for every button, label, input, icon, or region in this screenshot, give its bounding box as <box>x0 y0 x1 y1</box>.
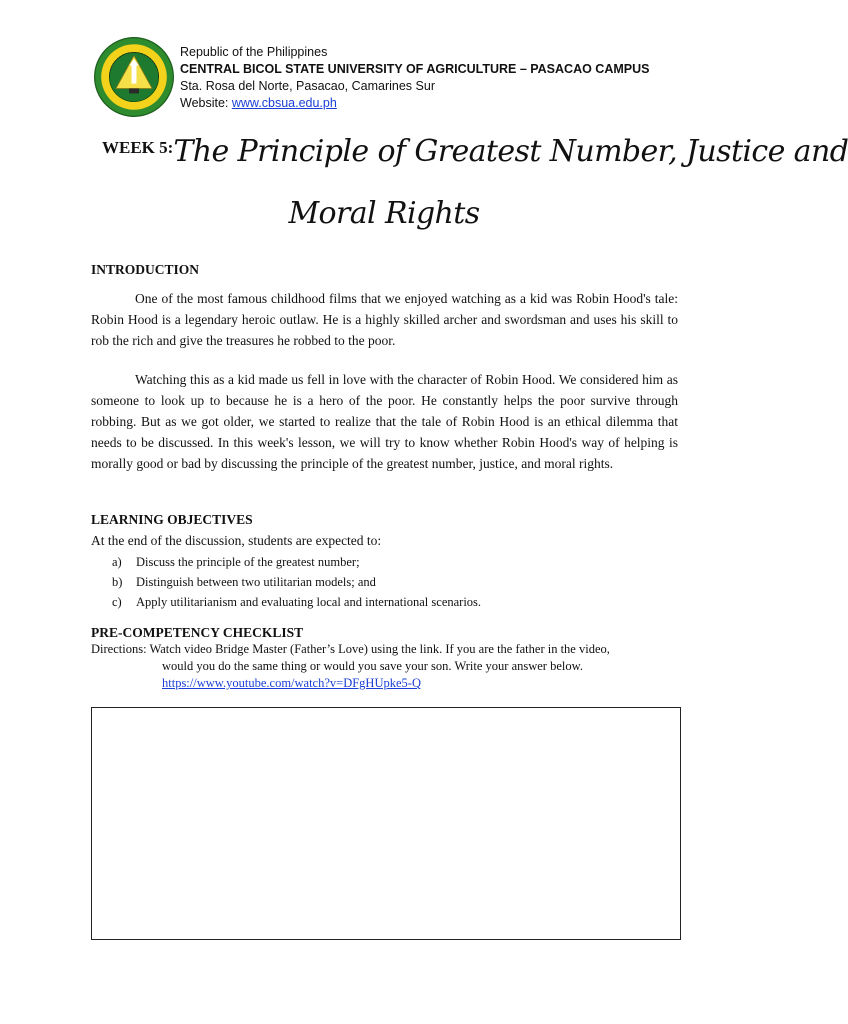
website-label: Website: <box>180 96 232 110</box>
objective-marker: c) <box>112 595 122 609</box>
objective-item <box>112 592 481 612</box>
answer-box[interactable] <box>91 707 681 940</box>
directions-line-2: would you do the same thing or would you save your son. Write your answer below. <box>162 659 583 673</box>
address-line: Sta. Rosa del Norte, Pasacao, Camarines Sur <box>180 79 435 93</box>
checklist-heading: PRE-COMPETENCY CHECKLIST <box>91 625 304 640</box>
checklist-directions <box>91 641 691 692</box>
objective-marker: b) <box>112 575 123 589</box>
video-link[interactable]: https://www.youtube.com/watch?v=DFgHUpke5-Q <box>162 676 421 690</box>
website-line <box>180 95 649 112</box>
week-label: WEEK 5: <box>102 137 174 157</box>
objective-text: Apply utilitarianism and evaluating local and international scenarios. <box>136 595 482 609</box>
country-line: Republic of the Philippines <box>180 45 328 59</box>
objectives-heading: LEARNING OBJECTIVES <box>91 512 253 527</box>
introduction-heading: INTRODUCTION <box>91 262 200 277</box>
objective-text: Distinguish between two utilitarian models; and <box>136 575 376 589</box>
university-name: CENTRAL BICOL STATE UNIVERSITY OF AGRICULTURE – PASACAO CAMPUS <box>180 62 650 76</box>
objective-marker: a) <box>112 555 122 569</box>
title-line-1: The Principle of Greatest Number, Justice and <box>173 134 848 169</box>
objective-item <box>112 572 481 592</box>
objectives-intro: At the end of the discussion, students are expected to: <box>91 533 382 548</box>
letterhead <box>180 44 649 112</box>
objective-text: Discuss the principle of the greatest number; <box>136 555 360 569</box>
introduction-paragraph-2: Watching this as a kid made us fell in love with the character of Robin Hood. We considered him as someone to look up to because he is a hero of the poor. He constantly helps the poor survive through robbing. But as we got older, we started to realize that the tale of Robin Hood is an ethical dilemma that needs to be discussed. In this week's lesson, we will try to know whether Robin Hood's way of helping is morally good or bad by discussing the principle of the greatest number, justice, and moral rights. <box>91 372 678 471</box>
title-line-2: Moral Rights <box>288 196 480 231</box>
university-seal-logo <box>93 36 175 118</box>
introduction-paragraph-1: One of the most famous childhood films that we enjoyed watching as a kid was Robin Hood's tale: Robin Hood is a legendary heroic outlaw. He is a highly skilled archer and swordsman and uses his skill to rob the rich and give the treasures he robbed to the poor. <box>91 291 678 348</box>
objective-item <box>112 552 481 572</box>
directions-line-1: Directions: Watch video Bridge Master (Father’s Love) using the link. If you are the father in the video, <box>91 642 610 656</box>
website-link[interactable]: www.cbsua.edu.ph <box>231 96 337 110</box>
objectives-list <box>112 552 481 612</box>
